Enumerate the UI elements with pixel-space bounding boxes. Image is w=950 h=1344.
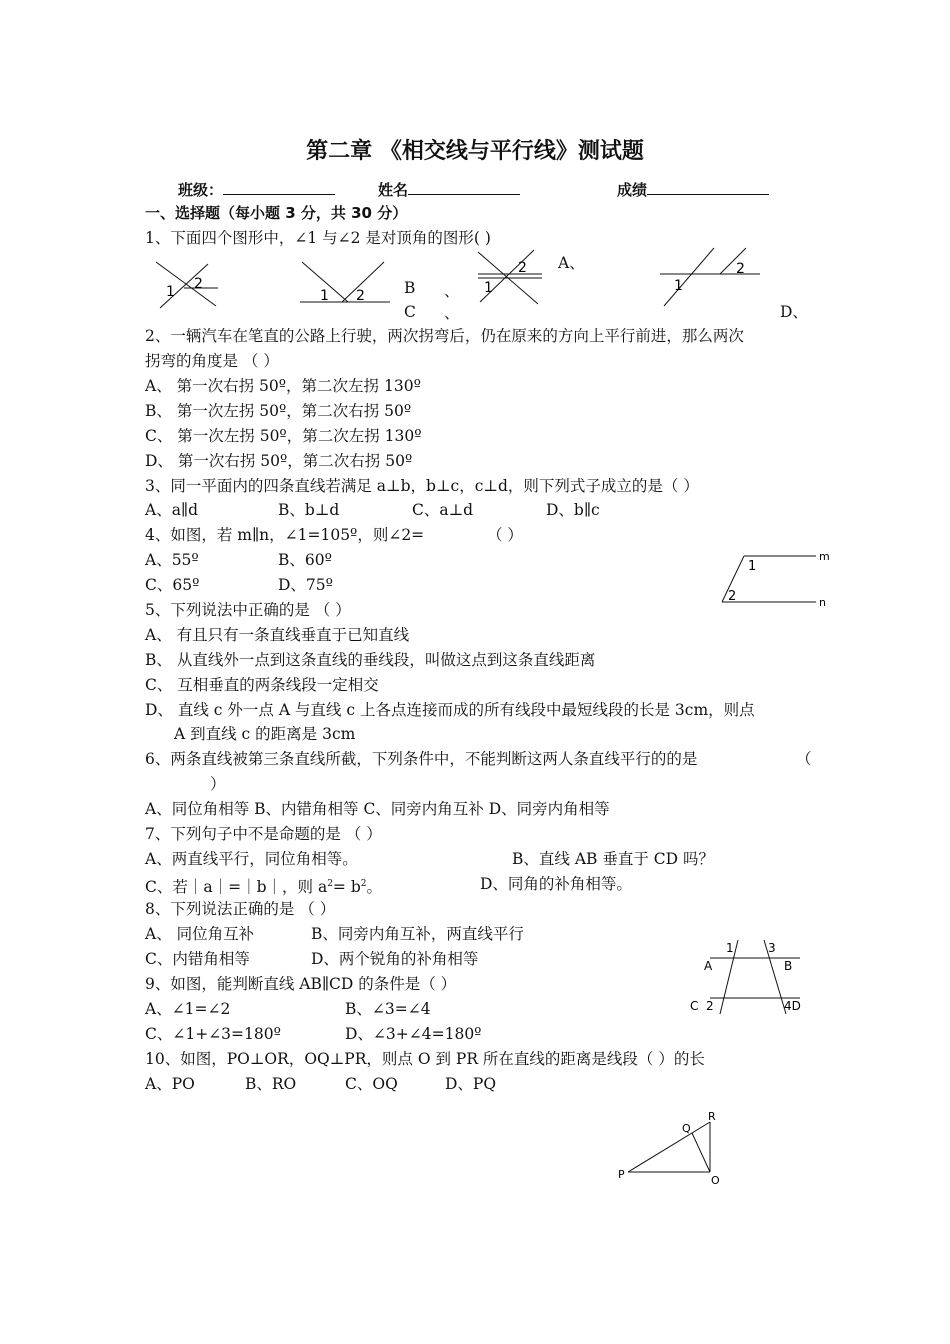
q4-label-1: 1: [748, 559, 757, 574]
q8-stem: 8、下列说法正确的是 （ ）: [145, 900, 336, 918]
q1-opt-b: B: [404, 279, 416, 297]
q10-label-P: P: [618, 1168, 625, 1181]
q1-opt-c-sep: 、: [444, 304, 460, 322]
q1-figure-d: [656, 246, 766, 311]
q9-label-C: C: [690, 999, 699, 1013]
q4-label-n: n: [819, 596, 826, 609]
q9-label-D: 4D: [784, 999, 801, 1013]
q6-stem: 6、两条直线被第三条直线所截，下列条件中，不能判断这两人条直线平行的的是: [145, 750, 698, 768]
q10-option-c: C、OQ: [345, 1075, 398, 1093]
q1d-label-2: 2: [736, 261, 745, 277]
q7-option-c: [145, 874, 382, 897]
q8-option-b: B、同旁内角互补，两直线平行: [311, 925, 524, 943]
q10-option-b: B、RO: [245, 1075, 297, 1093]
q10-option-d: D、PQ: [445, 1075, 497, 1093]
q9-label-2: 2: [706, 999, 714, 1013]
q9-label-1: 1: [726, 941, 734, 955]
q9-label-A: A: [704, 959, 713, 973]
q10-figure: [614, 1108, 724, 1188]
q2-stem-line2: 拐弯的角度是 （ ）: [145, 352, 279, 370]
q7-stem: 7、下列句子中不是命题的是 （ ）: [145, 825, 382, 843]
score-blank: [647, 178, 769, 195]
q3-option-a: A、a∥d: [145, 501, 199, 519]
q8-option-d: D、两个锐角的补角相等: [311, 950, 479, 968]
q6-paren-close: ）: [210, 775, 226, 793]
q9-option-a: A、∠1=∠2: [145, 1000, 231, 1018]
q1-opt-b-sep: 、: [444, 282, 460, 300]
class-blank: [223, 178, 335, 195]
q7-c-post: 。: [366, 878, 383, 897]
q7-c-mid: = b: [332, 878, 361, 897]
q4-label-2: 2: [728, 589, 737, 604]
q5-stem: 5、下列说法中正确的是 （ ）: [145, 601, 351, 619]
q5-option-c: C、 互相垂直的两条线段一定相交: [145, 676, 379, 694]
q7-option-b: B、直线 AB 垂直于 CD 吗？: [512, 850, 714, 868]
q1c-label-2: 2: [518, 260, 527, 276]
q1d-label-1: 1: [674, 278, 683, 294]
q4-option-c: C、65º: [145, 576, 200, 594]
q7-option-a: A、两直线平行，同位角相等。: [145, 850, 358, 868]
q4-stem: 4、如图，若 m∥n，∠1=105º，则∠2=: [145, 526, 425, 544]
q2-option-b: B、 第一次左拐 50º，第二次右拐 50º: [145, 402, 412, 420]
q1-opt-c: C: [404, 303, 416, 321]
q9-option-d: D、∠3+∠4=180º: [345, 1025, 482, 1043]
q2-option-c: C、 第一次左拐 50º，第二次左拐 130º: [145, 427, 422, 445]
q1a-label-1: 1: [166, 284, 175, 300]
q8-option-a: A、 同位角互补: [145, 925, 255, 943]
q9-stem: 9、如图，能判断直线 AB∥CD 的条件是（ ）: [145, 975, 457, 993]
q7-option-d: D、同角的补角相等。: [480, 875, 632, 893]
q3-option-b: B、b⊥d: [278, 501, 340, 519]
q1-figure-c: [474, 248, 549, 308]
page-title: 第二章 《相交线与平行线》测试题: [306, 139, 644, 164]
q3-option-d: D、b∥c: [546, 501, 600, 519]
q4-paren: （ ）: [487, 526, 523, 544]
q2-option-a: A、 第一次右拐 50º，第二次左拐 130º: [145, 377, 421, 395]
q9-option-b: B、∠3=∠4: [345, 1000, 431, 1018]
q7-c-pre: C、若｜a｜=｜b｜，则 a: [145, 878, 328, 897]
q7-c-sup1: 2: [327, 879, 333, 889]
q10-option-a: A、PO: [145, 1075, 195, 1093]
q6-options: A、同位角相等 B、内错角相等 C、同旁内角互补 D、同旁内角相等: [145, 800, 610, 818]
q9-figure: [690, 936, 810, 1016]
q10-stem: 10、如图，PO⊥OR，OQ⊥PR，则点 O 到 PR 所在直线的距离是线段（ ）的长: [145, 1050, 705, 1068]
q5-option-b: B、 从直线外一点到这条直线的垂线段，叫做这点到这条直线距离: [145, 651, 596, 669]
name-blank: [408, 178, 520, 195]
q4-option-d: D、75º: [278, 576, 333, 594]
class-label: 班级：: [178, 181, 224, 199]
q1-opt-a: A、: [558, 254, 585, 272]
name-field: [378, 178, 520, 200]
q9-label-B: B: [784, 959, 793, 973]
q7-c-sup2: 2: [360, 879, 367, 889]
q9-option-c: C、∠1+∠3=180º: [145, 1025, 281, 1043]
q10-label-Q: Q: [682, 1122, 691, 1135]
score-label: 成绩: [617, 181, 648, 199]
q1-figure-b: [298, 258, 398, 308]
q2-stem-line1: 2、一辆汽车在笔直的公路上行驶，两次拐弯后，仍在原来的方向上平行前进，那么两次: [145, 327, 744, 345]
q5-option-a: A、 有且只有一条直线垂直于已知直线: [145, 626, 410, 644]
q4-label-m: m: [819, 550, 830, 563]
q1-figure-a: [150, 258, 225, 313]
q1b-label-1: 1: [320, 288, 329, 304]
q10-label-R: R: [708, 1110, 716, 1123]
class-field: [178, 178, 335, 200]
q8-option-c: C、内错角相等: [145, 950, 250, 968]
q9-label-3: 3: [768, 941, 776, 955]
q1a-label-2: 2: [194, 276, 203, 292]
q4-option-b: B、60º: [278, 551, 332, 569]
q1c-label-1: 1: [484, 280, 493, 296]
q3-option-c: C、a⊥d: [412, 501, 474, 519]
q5-option-d-line2: A 到直线 c 的距离是 3cm: [174, 725, 356, 743]
score-field: [617, 178, 769, 200]
q1b-label-2: 2: [356, 288, 365, 304]
name-label: 姓名: [378, 181, 409, 199]
q2-option-d: D、 第一次右拐 50º，第二次右拐 50º: [145, 452, 413, 470]
q3-stem: 3、同一平面内的四条直线若满足 a⊥b，b⊥c，c⊥d，则下列式子成立的是（ ）: [145, 477, 699, 495]
q10-label-O: O: [711, 1174, 720, 1187]
q4-figure: [718, 548, 833, 610]
q6-paren-open: （: [796, 750, 812, 768]
q1-opt-d: D、: [780, 303, 808, 321]
q4-option-a: A、55º: [145, 551, 199, 569]
section-heading: 一、选择题（每小题 3 分，共 30 分）: [145, 204, 408, 222]
q1-stem: 1、下面四个图形中，∠1 与∠2 是对顶角的图形( ): [145, 229, 491, 247]
q5-option-d-line1: D、 直线 c 外一点 A 与直线 c 上各点连接而成的所有线段中最短线段的长是 3cm，则点: [145, 701, 755, 719]
